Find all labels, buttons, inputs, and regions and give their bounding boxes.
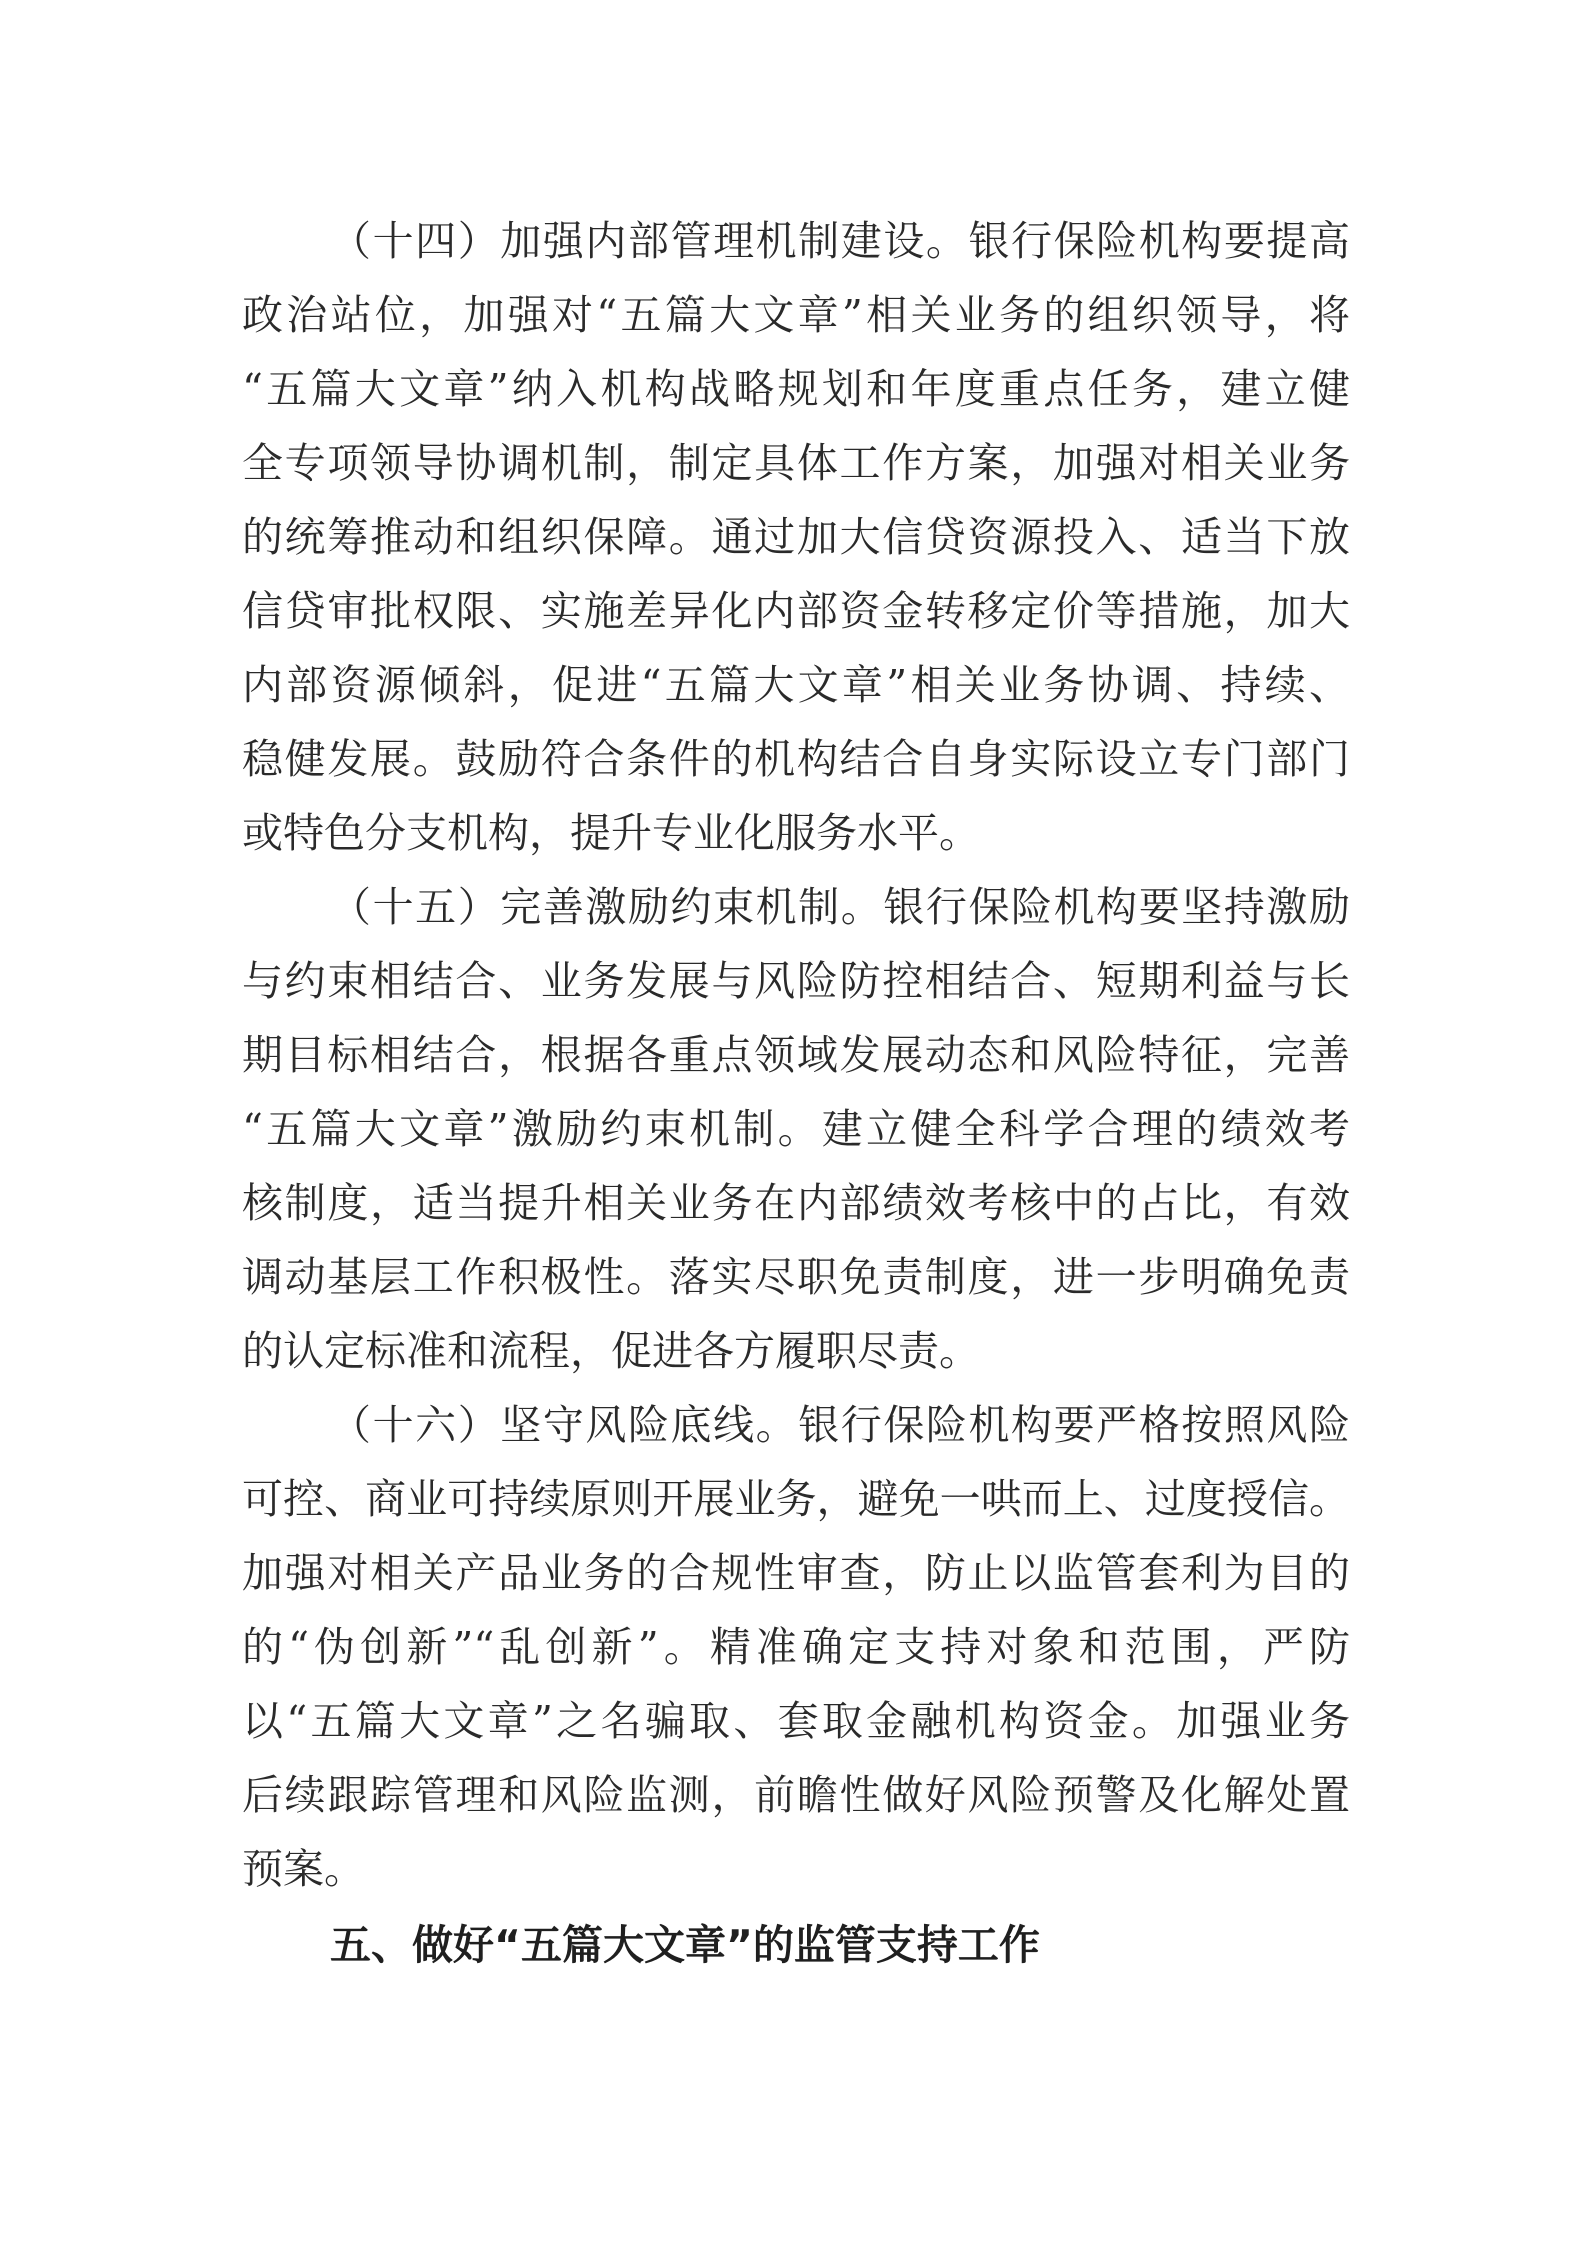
paragraph-line: 内部资源倾斜，促进“五篇大文章”相关业务协调、持续、 [242,661,1350,709]
paragraph-line: “五篇大文章”纳入机构战略规划和年度重点任务，建立健 [242,365,1350,413]
paragraph-line: “五篇大文章”激励约束机制。建立健全科学合理的绩效考 [242,1105,1350,1153]
paragraph-line: 稳健发展。鼓励符合条件的机构结合自身实际设立专门部门 [242,735,1350,783]
paragraph-line: 可控、商业可持续原则开展业务，避免一哄而上、过度授信。 [242,1475,1350,1523]
paragraph-line: 全专项领导协调机制，制定具体工作方案，加强对相关业务 [242,439,1350,487]
paragraph-line: 政治站位，加强对“五篇大文章”相关业务的组织领导，将 [242,291,1350,339]
paragraph-line: 与约束相结合、业务发展与风险防控相结合、短期利益与长 [242,957,1350,1005]
paragraph-line: 的“伪创新”“乱创新”。精准确定支持对象和范围，严防 [242,1623,1350,1671]
paragraph-line: 或特色分支机构，提升专业化服务水平。 [242,809,980,857]
paragraph-line: （十四）加强内部管理机制建设。银行保险机构要提高 [330,217,1350,265]
paragraph-line: 以“五篇大文章”之名骗取、套取金融机构资金。加强业务 [242,1697,1350,1745]
paragraph-line: 期目标相结合，根据各重点领域发展动态和风险特征，完善 [242,1031,1350,1079]
paragraph-line: 核制度，适当提升相关业务在内部绩效考核中的占比，有效 [242,1179,1350,1227]
paragraph-line: （十六）坚守风险底线。银行保险机构要严格按照风险 [330,1401,1350,1449]
paragraph-line: 的认定标准和流程，促进各方履职尽责。 [242,1327,980,1375]
paragraph-line: 后续跟踪管理和风险监测，前瞻性做好风险预警及化解处置 [242,1771,1350,1819]
section-heading: 五、做好“五篇大文章”的监管支持工作 [330,1921,1040,1969]
paragraph-line: 的统筹推动和组织保障。通过加大信贷资源投入、适当下放 [242,513,1350,561]
paragraph-line: 调动基层工作积极性。落实尽职免责制度，进一步明确免责 [242,1253,1350,1301]
paragraph-line: 加强对相关产品业务的合规性审查，防止以监管套利为目的 [242,1549,1350,1597]
paragraph-line: 信贷审批权限、实施差异化内部资金转移定价等措施，加大 [242,587,1350,635]
paragraph-line: （十五）完善激励约束机制。银行保险机构要坚持激励 [330,883,1350,931]
paragraph-line: 预案。 [242,1845,365,1893]
